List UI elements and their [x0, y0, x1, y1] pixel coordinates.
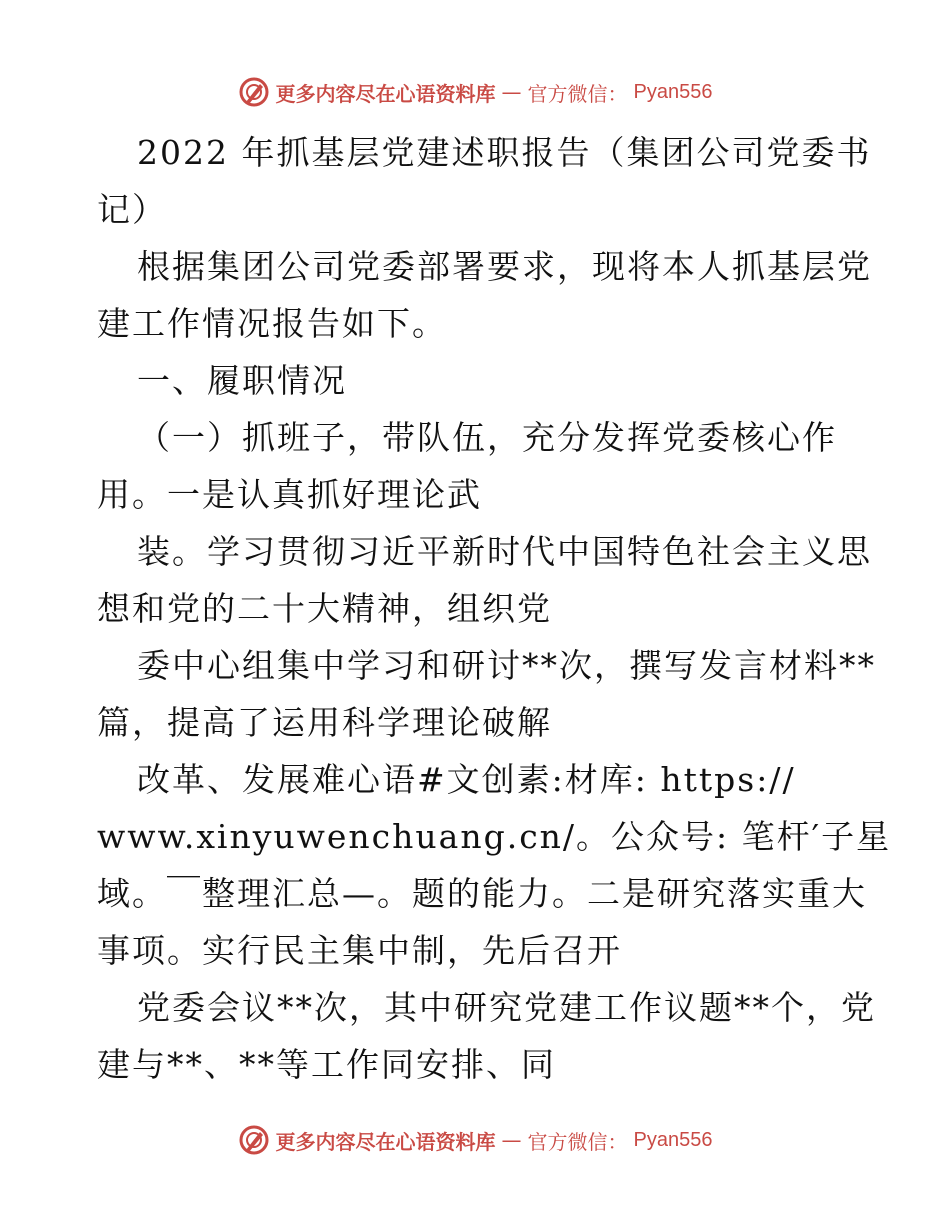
section-heading: 一、履职情况 [137, 361, 347, 400]
doc-title-line-1: 2022 年抓基层党建述职报告（集团公司党委书 [137, 133, 872, 172]
watermark-separator: — [501, 80, 522, 104]
pen-logo-icon [238, 76, 270, 108]
doc-title-line-2: 记） [97, 190, 167, 229]
watermark-footer [0, 1118, 950, 1162]
document-body [97, 124, 892, 1093]
doc-line: www.xinyuwenchuang.cn/。公众号: 笔杆′子星 [97, 817, 892, 856]
watermark-official-label: 官方微信： [527, 81, 628, 106]
doc-line: 装。学习贯彻习近平新时代中国特色社会主义思 [137, 532, 872, 571]
doc-line: 改革、发展难心语#文创素:材库: https:// [137, 760, 796, 799]
watermark-header [0, 70, 950, 114]
doc-line: 事项。实行民主集中制，先后召开 [97, 931, 622, 970]
doc-line: 委中心组集中学习和研讨**次，撰写发言材料** [137, 646, 876, 685]
watermark-official-label: 官方微信： [527, 1129, 628, 1154]
watermark-wechat-id: Pyan556 [633, 80, 713, 103]
watermark-brand: 更多内容尽在心语资料库 [275, 1129, 496, 1154]
doc-line: 想和党的二十大精神，组织党 [97, 589, 552, 628]
doc-line: 根据集团公司党委部署要求，现将本人抓基层党 [137, 247, 872, 286]
doc-line: 篇，提高了运用科学理论破解 [97, 703, 552, 742]
doc-line: 建工作情况报告如下。 [97, 304, 447, 343]
watermark-separator: — [501, 1128, 522, 1152]
doc-line: （一）抓班子，带队伍，充分发挥党委核心作 [137, 418, 837, 457]
watermark-wechat-id: Pyan556 [633, 1128, 713, 1151]
doc-line: 党委会议**次，其中研究党建工作议题**个，党 [137, 988, 876, 1027]
doc-line: 域。￣整理汇总—。题的能力。二是研究落实重大 [97, 874, 867, 913]
doc-line: 建与**、**等工作同安排、同 [97, 1045, 556, 1084]
watermark-brand: 更多内容尽在心语资料库 [275, 81, 496, 106]
doc-line: 用。一是认真抓好理论武 [97, 475, 482, 514]
pen-logo-icon [238, 1124, 270, 1156]
